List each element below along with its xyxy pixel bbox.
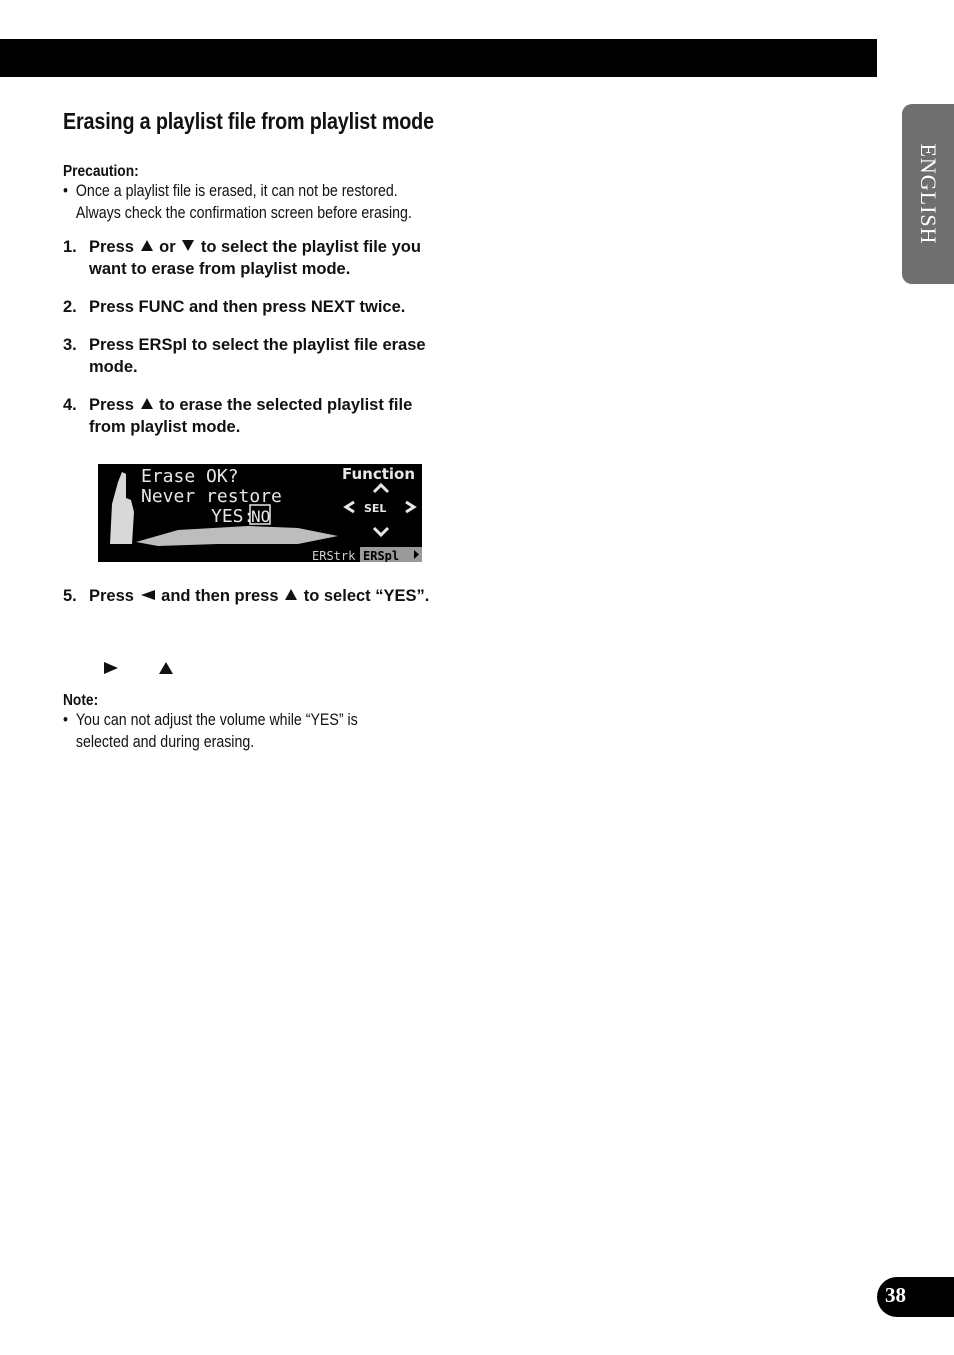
step-2 [63, 296, 448, 318]
no-option-text: NO [251, 507, 271, 526]
step-3 [63, 334, 448, 378]
right-arrow-icon [104, 662, 118, 674]
page-number-tab [877, 1277, 954, 1317]
precaution-text: • Once a playlist file is erased, it can not be restored. Always check the confirmation screen before erasing. [63, 181, 441, 224]
step-text: to select “YES”. [303, 587, 430, 605]
step-number: 2. [63, 298, 77, 316]
step-text: and then press [161, 587, 279, 605]
note-text: • You can not adjust the volume while “YES” is selected and during erasing. [63, 710, 407, 753]
up-arrow-icon [159, 662, 173, 674]
step-1 [63, 236, 448, 280]
display-line-1: Erase OK? [141, 466, 239, 487]
step-text: Press ERSpl to select the playlist file erase mode. [89, 336, 426, 376]
step-text: Press [89, 396, 134, 414]
step-number: 1. [63, 238, 77, 256]
step-number: 4. [63, 396, 77, 414]
step-5 [63, 585, 448, 607]
display-tab-erspl: ERSpl [363, 549, 400, 562]
header-bar [0, 39, 877, 77]
precaution-text-block [63, 181, 441, 224]
language-tab-label: ENGLISH [916, 143, 941, 245]
note-label: Note: [63, 692, 99, 709]
steps-list [63, 236, 448, 438]
step-text: Press FUNC and then press NEXT twice. [89, 298, 406, 316]
precaution-label: Precaution: [63, 163, 139, 180]
lcd-display-illustration [98, 464, 422, 562]
left-arrow-icon [141, 590, 155, 600]
step-text: Press [89, 238, 134, 256]
display-line-3: YES: [211, 506, 255, 527]
language-tab [902, 104, 954, 284]
step-text: to erase the selected playlist file from playlist mode. [89, 396, 413, 436]
up-arrow-icon [141, 240, 153, 251]
section-content [63, 108, 448, 454]
arrow-glyphs-row [100, 660, 190, 676]
step-text: or [159, 238, 176, 256]
display-line-2: Never restore [141, 486, 282, 507]
step-text: Press [89, 587, 134, 605]
up-arrow-icon [141, 398, 153, 409]
function-label: Function [342, 465, 416, 483]
note-text-block [63, 710, 407, 753]
down-arrow-icon [182, 240, 194, 251]
step-4 [63, 394, 448, 438]
step-text: to select the playlist file you want to erase from playlist mode. [89, 238, 421, 278]
section-title: Erasing a playlist file from playlist mode [63, 108, 434, 134]
step-number: 5. [63, 587, 77, 605]
page-number: 38 [885, 1283, 906, 1307]
up-arrow-icon [285, 589, 297, 600]
note-section [63, 692, 463, 753]
step-5-block [63, 585, 448, 623]
step-number: 3. [63, 336, 77, 354]
sel-label: SEL [364, 502, 387, 515]
display-tab-erstrk: ERStrk [312, 549, 356, 562]
